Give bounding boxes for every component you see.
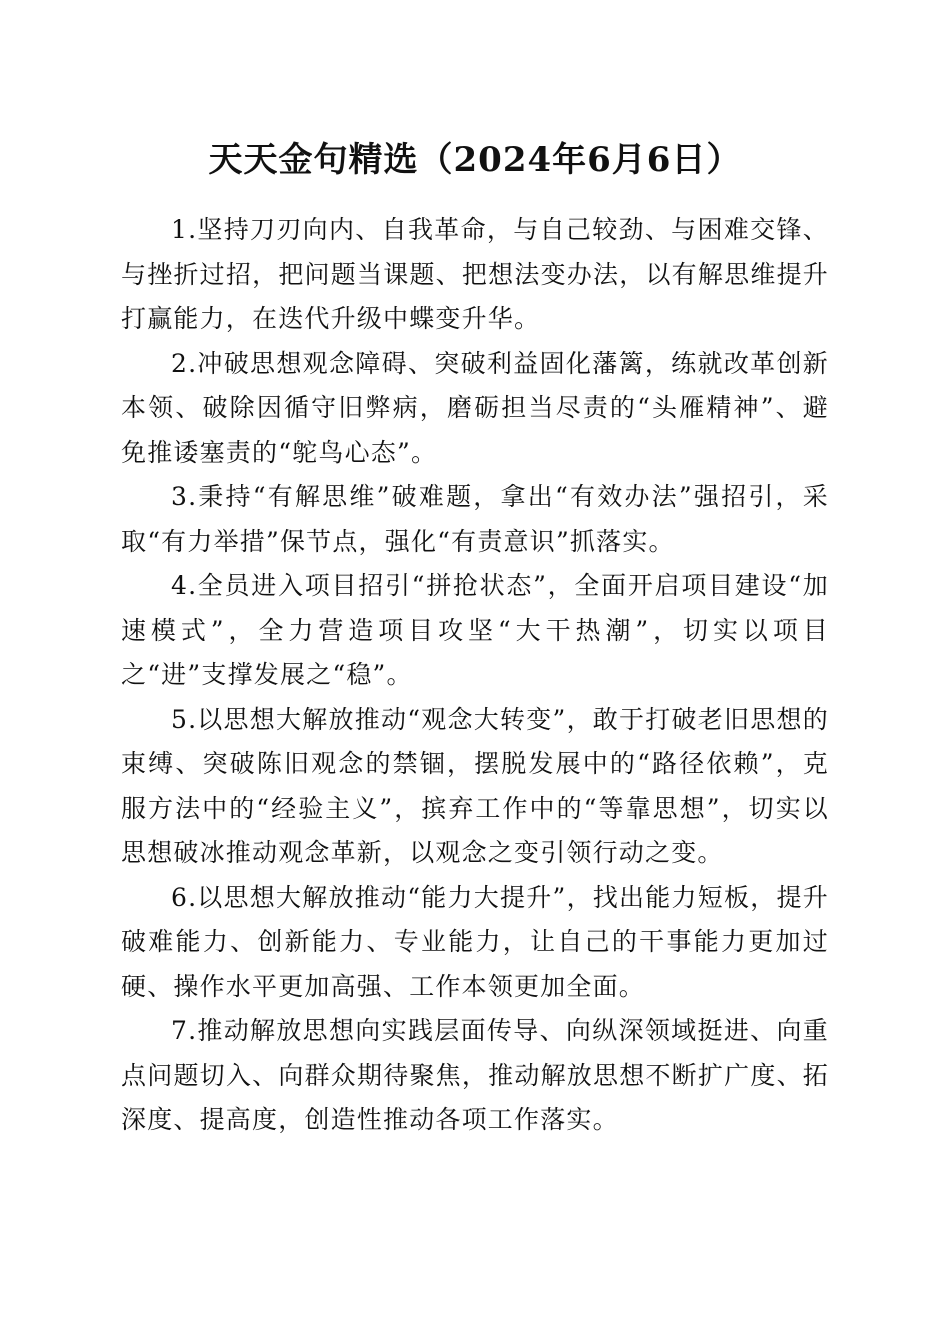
paragraph-1: 1.坚持刀刃向内、自我革命，与自己较劲、与困难交锋、与挫折过招，把问题当课题、把想法变办法，以有解思维提升打赢能力，在迭代升级中蝶变升华。 [121,215,829,333]
paragraph-7: 7.推动解放思想向实践层面传导、向纵深领域挺进、向重点问题切入、向群众期待聚焦，推动解放思想不断扩广度、拓深度、提高度，创造性推动各项工作落实。 [121,1016,829,1134]
paragraph-3: 3.秉持“有解思维”破难题，拿出“有效办法”强招引，采取“有力举措”保节点，强化“有责意识”抓落实。 [121,482,829,556]
paragraph-5: 5.以思想大解放推动“观念大转变”，敢于打破老旧思想的束缚、突破陈旧观念的禁锢，摆脱发展中的“路径依赖”，克服方法中的“经验主义”，摈弃工作中的“等靠思想”，切实以思想破冰推动观念革新，以观念之变引领行动之变。 [121,704,829,867]
document-title: 天天金句精选（2024年6月6日） [208,140,742,180]
paragraph-2: 2.冲破思想观念障碍、突破利益固化藩篱，练就改革创新本领、破除因循守旧弊病，磨砺担当尽责的“头雁精神”、避免推诿塞责的“鸵鸟心态”。 [121,348,829,467]
document-body [121,208,829,1143]
paragraph-6: 6.以思想大解放推动“能力大提升”，找出能力短板，提升破难能力、创新能力、专业能力，让自己的干事能力更加过硬、操作水平更加高强、工作本领更加全面。 [121,882,829,1001]
paragraph-4: 4.全员进入项目招引“拼抢状态”，全面开启项目建设“加速模式”，全力营造项目攻坚“大干热潮”，切实以项目之“进”支撑发展之“稳”。 [121,571,829,689]
